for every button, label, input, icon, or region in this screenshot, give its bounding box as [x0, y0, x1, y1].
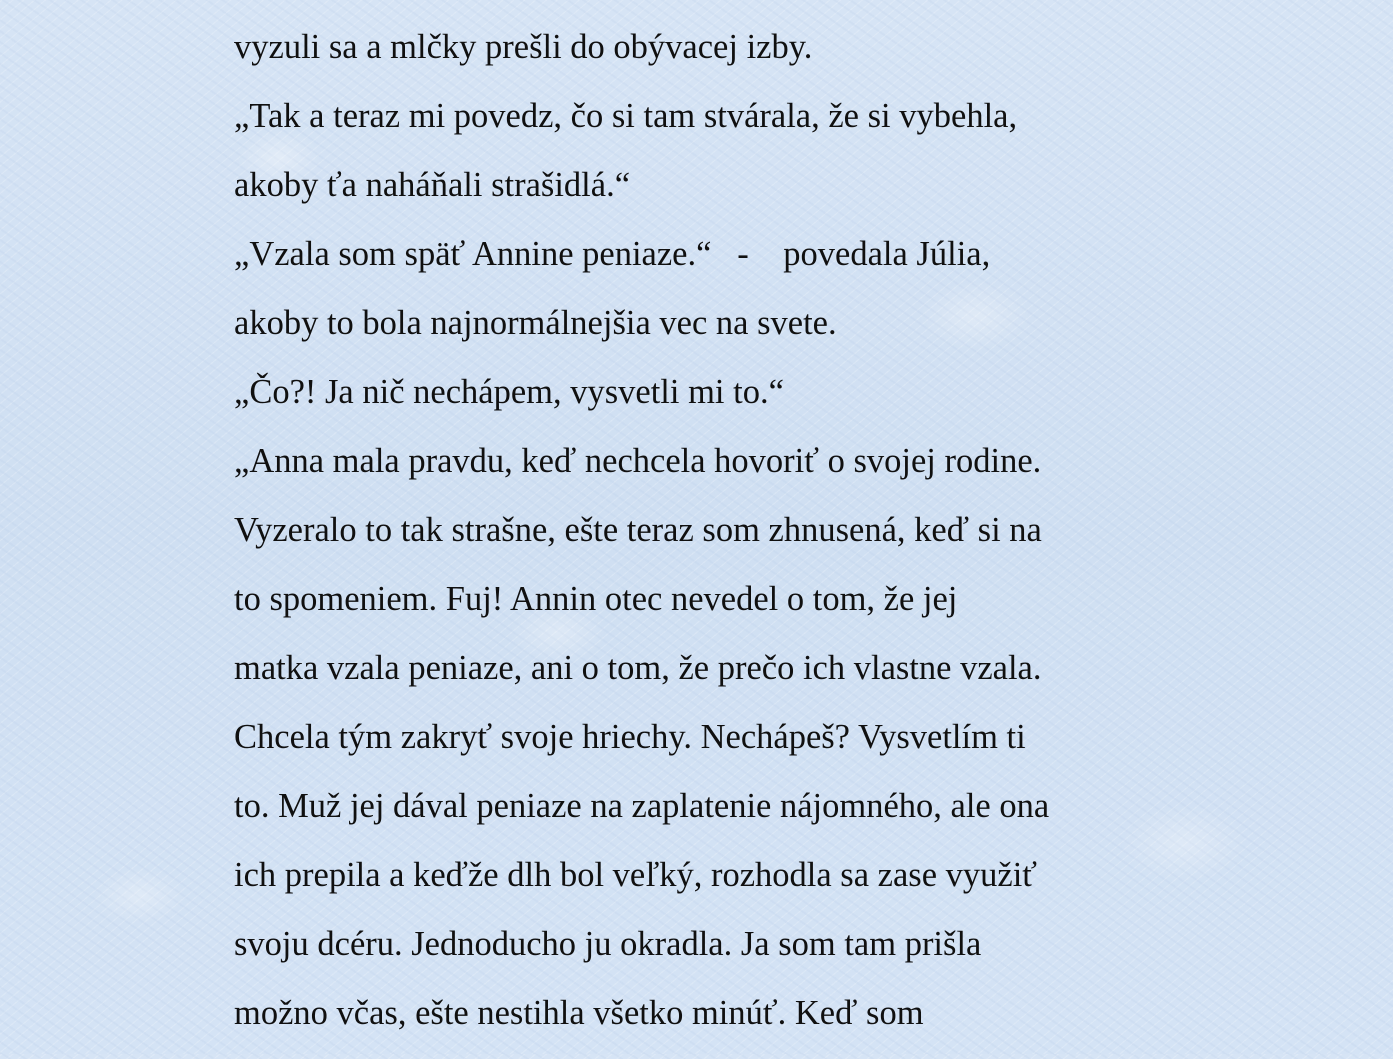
text-line: akoby ťa naháňali strašidlá.“ — [234, 166, 631, 204]
text-line: matka vzala peniaze, ani o tom, že prečo ich vlastne vzala. — [234, 649, 1042, 687]
document-page — [234, 24, 1234, 1059]
text-line: možno včas, ešte nestihla všetko minúť. Keď som — [234, 994, 924, 1032]
text-line: to spomeniem. Fuj! Annin otec nevedel o tom, že jej — [234, 580, 958, 618]
text-line: ich prepila a keďže dlh bol veľký, rozhodla sa zase využiť — [234, 856, 1038, 894]
text-line: svoju dcéru. Jednoducho ju okradla. Ja som tam prišla — [234, 925, 982, 963]
text-line: „Anna mala pravdu, keď nechcela hovoriť o svojej rodine. — [234, 442, 1042, 480]
text-line: akoby to bola najnormálnejšia vec na svete. — [234, 304, 837, 342]
text-line: Chcela tým zakryť svoje hriechy. Nechápeš? Vysvetlím ti — [234, 718, 1026, 756]
text-line: vyzuli sa a mlčky prešli do obývacej izby. — [234, 28, 813, 66]
text-line: „Tak a teraz mi povedz, čo si tam stvárala, že si vybehla, — [234, 97, 1018, 135]
text-line: „Čo?! Ja nič nechápem, vysvetli mi to.“ — [234, 373, 784, 411]
text-line: „Vzala som späť Annine peniaze.“ - povedala Júlia, — [234, 235, 991, 273]
text-line: Vyzeralo to tak strašne, ešte teraz som zhnusená, keď si na — [234, 511, 1042, 549]
text-line: to. Muž jej dával peniaze na zaplatenie nájomného, ale ona — [234, 787, 1050, 825]
